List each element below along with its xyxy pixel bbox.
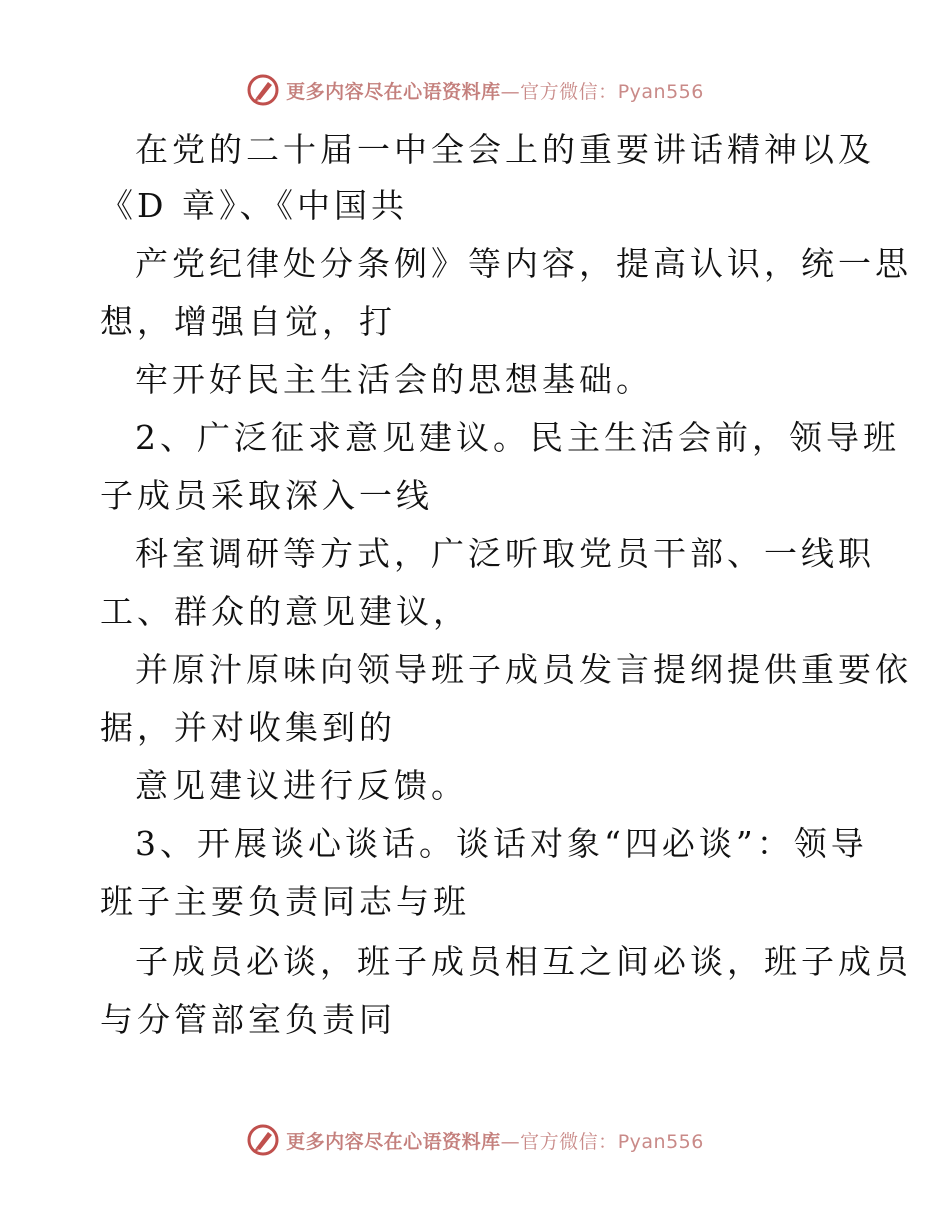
text-line-13: 3、开展谈心谈话。谈话对象“四必谈”：领导	[135, 824, 868, 863]
watermark-wechat-label: 官方微信：	[520, 1130, 618, 1153]
pen-logo-icon	[246, 73, 280, 107]
text-line-4: 想，增强自觉，打	[100, 302, 396, 341]
watermark-dash: —	[500, 80, 521, 103]
watermark-dash: —	[500, 1130, 521, 1153]
text-line-9: 工、群众的意见建议，	[100, 592, 470, 631]
footer-watermark	[0, 1120, 950, 1160]
text-line-10: 并原汁原味向领导班子成员发言提纲提供重要依	[135, 650, 912, 689]
watermark-wechat-id: Pyan556	[617, 80, 704, 103]
text-line-2: 《D 章》、《中国共	[100, 186, 408, 225]
watermark-site: 更多内容尽在心语资料库	[286, 80, 501, 103]
text-line-5: 牢开好民主生活会的思想基础。	[135, 360, 653, 399]
watermark-wechat-id: Pyan556	[617, 1130, 704, 1153]
text-line-3: 产党纪律处分条例》等内容，提高认识，统一思	[135, 244, 912, 283]
header-watermark	[0, 70, 950, 110]
text-line-16: 与分管部室负责同	[100, 1000, 396, 1039]
text-line-12: 意见建议进行反馈。	[135, 766, 468, 805]
watermark-wechat-label: 官方微信：	[520, 80, 618, 103]
text-line-8: 科室调研等方式，广泛听取党员干部、一线职	[135, 534, 875, 573]
watermark-site: 更多内容尽在心语资料库	[286, 1130, 501, 1153]
watermark-text	[286, 1127, 704, 1154]
text-line-1: 在党的二十届一中全会上的重要讲话精神以及	[135, 130, 875, 169]
watermark-text	[286, 77, 704, 104]
text-line-14: 班子主要负责同志与班	[100, 882, 470, 921]
pen-logo-icon	[246, 1123, 280, 1157]
text-line-15: 子成员必谈，班子成员相互之间必谈，班子成员	[135, 942, 912, 981]
text-line-7: 子成员采取深入一线	[100, 476, 433, 515]
text-line-6: 2、广泛征求意见建议。民主生活会前，领导班	[135, 418, 900, 457]
text-line-11: 据，并对收集到的	[100, 708, 396, 747]
